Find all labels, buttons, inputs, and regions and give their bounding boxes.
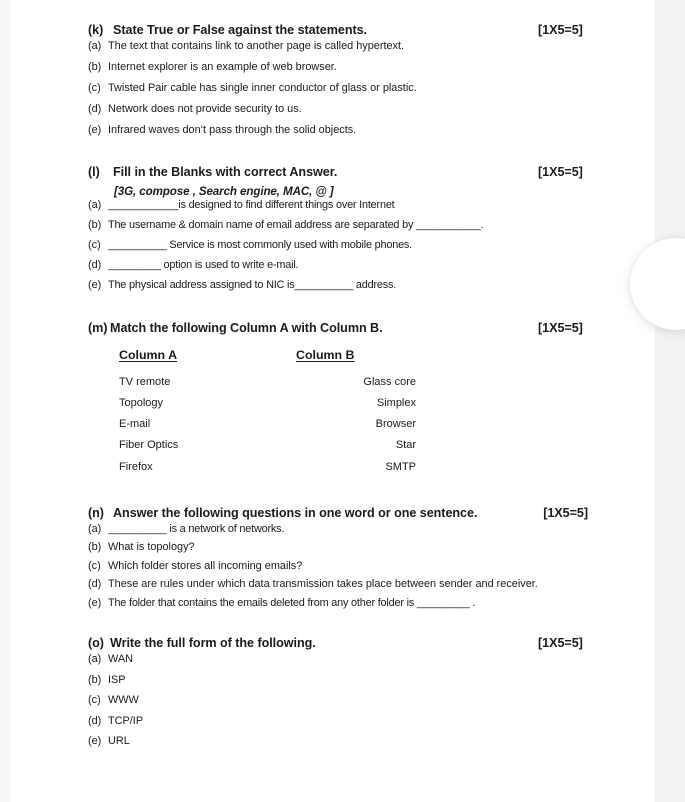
list-item — [88, 198, 588, 213]
item-label: (c) — [88, 82, 101, 94]
column-a-item: Topology — [119, 397, 164, 410]
list-item — [88, 102, 588, 117]
right-background-strip — [655, 0, 685, 802]
item-text: WAN — [108, 653, 134, 666]
item-text: These are rules under which data transmission takes place between sender and receiver. — [108, 578, 538, 591]
item-text: The text that contains link to another page is called hypertext. — [108, 40, 405, 52]
section-n-label: (n) — [88, 505, 104, 520]
item-label: (a) — [88, 198, 102, 211]
item-label: (a) — [88, 40, 102, 52]
item-label: (e) — [88, 596, 102, 609]
list-item — [88, 81, 588, 96]
list-item — [88, 39, 588, 54]
section-n-heading — [88, 505, 588, 522]
section-k-marks: [1X5=5] — [538, 23, 583, 37]
list-item — [88, 673, 588, 688]
item-text: ____________is designed to find different things over Internet — [108, 198, 395, 211]
list-item — [88, 693, 588, 708]
item-label: (b) — [88, 541, 102, 554]
column-b-item: Browser — [375, 418, 416, 431]
section-k-label: (k) — [88, 23, 104, 37]
section-n — [88, 505, 588, 611]
section-l-items — [88, 198, 588, 293]
section-l-heading — [88, 164, 588, 181]
list-item — [88, 714, 588, 729]
item-text: _________ option is used to write e-mail. — [108, 258, 299, 271]
list-item — [88, 60, 588, 75]
item-label: (e) — [88, 735, 102, 748]
section-m-marks: [1X5=5] — [538, 321, 583, 335]
section-n-title: Answer the following questions in one word or one sentence. — [113, 505, 478, 520]
document-page — [10, 0, 655, 802]
list-item — [88, 577, 588, 592]
column-b-item: Glass core — [363, 376, 416, 388]
section-o-label: (o) — [88, 636, 104, 651]
item-label: (a) — [88, 653, 102, 666]
list-item — [88, 123, 588, 138]
column-b-item: Star — [395, 439, 416, 452]
item-text: WWW — [108, 694, 139, 707]
section-o-marks: [1X5=5] — [538, 636, 583, 651]
section-n-items — [88, 522, 588, 611]
section-n-marks: [1X5=5] — [543, 505, 588, 520]
list-item — [88, 258, 588, 273]
section-k-title: State True or False against the statements. — [113, 23, 368, 37]
item-label: (b) — [88, 218, 102, 231]
item-label: (b) — [88, 673, 102, 686]
section-l-label: (l) — [88, 164, 100, 179]
list-item — [88, 278, 588, 293]
section-m-title: Match the following Column A with Column B. — [110, 321, 383, 335]
column-a-item: E-mail — [119, 418, 151, 431]
item-text: Twisted Pair cable has single inner conductor of glass or plastic. — [108, 82, 417, 94]
match-column-a — [119, 348, 296, 481]
column-b-item: SMTP — [385, 460, 416, 473]
section-o-title: Write the full form of the following. — [110, 636, 316, 651]
item-label: (e) — [88, 278, 102, 291]
item-text: __________ is a network of networks. — [108, 522, 285, 535]
list-item — [88, 559, 588, 574]
list-item — [88, 238, 588, 253]
column-a-item: Firefox — [119, 460, 153, 473]
item-text: Internet explorer is an example of web browser. — [108, 61, 337, 73]
section-o — [88, 635, 588, 749]
section-l — [88, 164, 588, 293]
section-m — [88, 320, 588, 481]
item-text: Which folder stores all incoming emails? — [108, 559, 303, 572]
column-a-item: TV remote — [119, 376, 171, 388]
column-b-header: Column B — [296, 348, 355, 362]
item-label: (d) — [88, 258, 102, 271]
list-item — [88, 522, 588, 537]
item-label: (b) — [88, 61, 102, 73]
section-m-label: (m) — [88, 321, 108, 335]
column-a-item: Fiber Optics — [119, 439, 179, 452]
left-background-strip — [0, 0, 10, 802]
item-label: (d) — [88, 103, 102, 115]
item-text: URL — [108, 735, 130, 748]
item-text: __________ Service is most commonly used with mobile phones. — [108, 238, 412, 251]
item-label: (c) — [88, 238, 101, 251]
section-l-word-bank: [3G, compose , Search engine, MAC, @ ] — [114, 184, 334, 198]
match-column-b — [296, 348, 416, 481]
item-text: The physical address assigned to NIC is__________ address. — [108, 278, 397, 291]
item-label: (d) — [88, 714, 102, 727]
list-item — [88, 540, 588, 555]
item-label: (c) — [88, 559, 101, 572]
section-m-heading — [88, 320, 588, 337]
item-label: (a) — [88, 522, 102, 535]
item-label: (c) — [88, 694, 101, 707]
column-a-header: Column A — [119, 348, 178, 362]
item-text: What is topology? — [108, 541, 195, 554]
section-k — [88, 22, 588, 138]
document-content — [88, 22, 588, 755]
list-item — [88, 734, 588, 749]
item-text: The folder that contains the emails deleted from any other folder is _________ . — [108, 596, 476, 609]
section-k-items — [88, 39, 588, 138]
section-l-title: Fill in the Blanks with correct Answer. — [113, 164, 338, 179]
item-text: The username & domain name of email address are separated by ___________. — [108, 218, 484, 231]
item-label: (e) — [88, 124, 102, 136]
item-text: Infrared waves don’t pass through the solid objects. — [108, 124, 357, 136]
list-item — [88, 652, 588, 667]
match-columns-table — [119, 348, 588, 481]
item-text: ISP — [108, 673, 126, 686]
item-label: (d) — [88, 578, 102, 591]
list-item — [88, 596, 588, 611]
section-o-heading — [88, 635, 588, 652]
section-o-items — [88, 652, 588, 749]
list-item — [88, 218, 588, 233]
column-b-item: Simplex — [376, 397, 416, 410]
section-l-marks: [1X5=5] — [538, 164, 583, 179]
section-k-heading — [88, 22, 588, 39]
item-text: Network does not provide security to us. — [108, 103, 302, 115]
item-text: TCP/IP — [108, 714, 144, 727]
